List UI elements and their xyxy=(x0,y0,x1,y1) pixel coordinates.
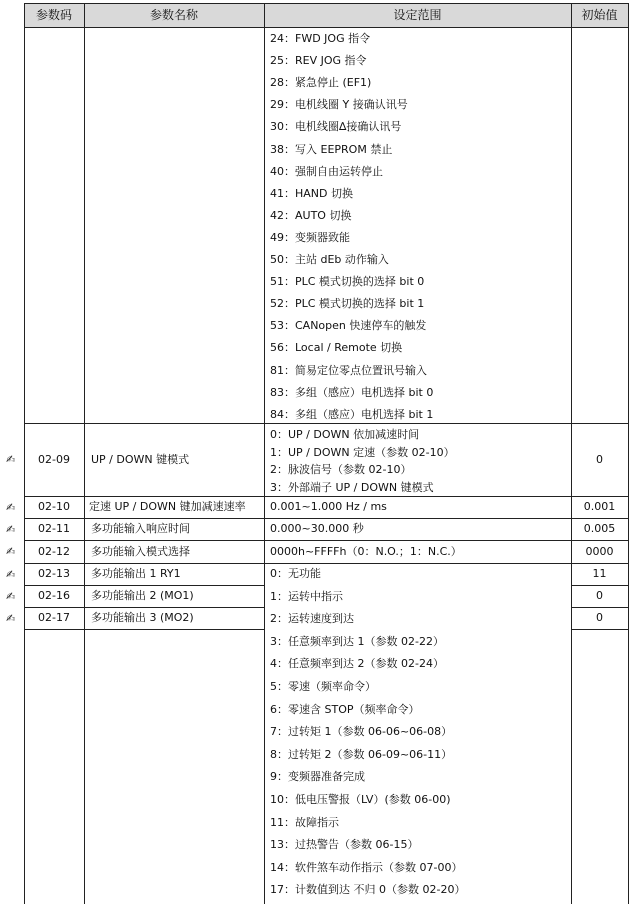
option-item: 28：紧急停止 (EF1) xyxy=(270,76,372,90)
param-default-0210: 0.001 xyxy=(583,500,616,513)
header-range: 设定范围 xyxy=(393,8,442,22)
param-code-0216: 02-16 xyxy=(38,589,70,602)
param-name-0209: UP / DOWN 键模式 xyxy=(91,453,190,466)
option-item: 24：FWD JOG 指令 xyxy=(270,32,371,45)
option-item: 4：任意频率到达 2（参数 02-24） xyxy=(270,657,444,671)
column-border xyxy=(84,3,85,904)
row-divider xyxy=(24,423,629,424)
edit-allowed-icon: ✍ xyxy=(6,568,16,581)
edit-allowed-icon: ✍ xyxy=(6,523,16,536)
row-divider xyxy=(571,585,629,586)
option-item: 0：无功能 xyxy=(270,567,321,580)
option-item: 3：外部端子 UP / DOWN 键模式 xyxy=(270,480,434,494)
option-item: 14：软件煞车动作指示（参数 07-00） xyxy=(270,860,463,874)
edit-allowed-icon: ✍ xyxy=(6,590,16,603)
param-code-0210: 02-10 xyxy=(38,500,70,513)
column-border xyxy=(628,3,629,904)
edit-allowed-icon: ✍ xyxy=(6,545,16,558)
option-item: 11：故障指示 xyxy=(270,815,339,829)
param-default-0212: 0000 xyxy=(585,545,614,558)
header-code: 参数码 xyxy=(35,8,72,22)
option-item: 25：REV JOG 指令 xyxy=(270,54,367,68)
row-divider xyxy=(571,607,629,608)
table-top-border xyxy=(24,3,629,4)
param-code-0213: 02-13 xyxy=(38,567,70,580)
header-default: 初始值 xyxy=(581,8,618,22)
row-divider xyxy=(24,518,629,519)
option-item: 8：过转矩 2（参数 06-09~06-11） xyxy=(270,747,453,761)
option-item: 38：写入 EEPROM 禁止 xyxy=(270,142,393,156)
option-item: 52：PLC 模式切换的选择 bit 1 xyxy=(270,297,425,311)
option-item: 29：电机线圈 Y 接确认讯号 xyxy=(270,98,408,112)
option-item: 0：UP / DOWN 依加减速时间 xyxy=(270,428,420,441)
param-default-0213: 11 xyxy=(592,567,607,580)
param-default-0211: 0.005 xyxy=(583,522,616,535)
param-name-0212: 多功能输入模式选择 xyxy=(91,545,190,558)
row-divider xyxy=(24,629,264,630)
option-item: 51：PLC 模式切换的选择 bit 0 xyxy=(270,275,425,289)
option-item: 5：零速（频率命令） xyxy=(270,680,376,693)
option-item: 83：多组（感应）电机选择 bit 0 xyxy=(270,385,434,399)
header-bottom-border xyxy=(24,27,629,28)
option-item: 2：运转速度到达 xyxy=(270,612,354,626)
option-item: 17：计数值到达 不归 0（参数 02-20） xyxy=(270,883,466,897)
option-item: 6：零速含 STOP（频率命令） xyxy=(270,702,420,716)
param-range-0210: 0.001~1.000 Hz / ms xyxy=(270,500,387,513)
param-code-0217: 02-17 xyxy=(38,611,70,624)
edit-allowed-icon: ✍ xyxy=(6,612,16,625)
param-code-0209: 02-09 xyxy=(38,453,70,466)
option-item: 53：CANopen 快速停车的触发 xyxy=(270,319,427,333)
column-border xyxy=(264,3,265,904)
row-divider xyxy=(24,585,264,586)
edit-allowed-icon: ✍ xyxy=(6,501,16,514)
option-item: 49：变频器致能 xyxy=(270,230,350,244)
row-divider xyxy=(24,540,629,541)
row-divider xyxy=(24,496,629,497)
param-range-0212: 0000h~FFFFh（0：N.O.；1：N.C.） xyxy=(270,545,462,558)
option-item: 42：AUTO 切换 xyxy=(270,208,352,222)
option-item: 30：电机线圈∆接确认讯号 xyxy=(270,120,402,134)
option-item: 1：UP / DOWN 定速（参数 02-10） xyxy=(270,445,455,459)
param-default-0216: 0 xyxy=(596,589,603,602)
edit-allowed-icon: ✍ xyxy=(6,453,16,466)
option-item: 41：HAND 切换 xyxy=(270,186,353,200)
option-item: 56：Local / Remote 切换 xyxy=(270,341,403,355)
param-default-0209: 0 xyxy=(596,453,603,466)
option-item: 50：主站 dEb 动作输入 xyxy=(270,253,389,266)
param-name-0211: 多功能输入响应时间 xyxy=(91,522,190,535)
param-name-0210: 定速 UP / DOWN 键加减速速率 xyxy=(89,500,246,513)
param-name-0213: 多功能输出 1 RY1 xyxy=(91,567,181,580)
option-item: 2：脉波信号（参数 02-10） xyxy=(270,463,412,476)
param-code-0212: 02-12 xyxy=(38,545,70,558)
option-item: 10：低电压警报（LV）(参数 06-00) xyxy=(270,793,451,806)
row-divider xyxy=(571,629,629,630)
row-divider xyxy=(24,563,629,564)
param-name-0216: 多功能输出 2 (MO1) xyxy=(91,589,194,602)
header-name: 参数名称 xyxy=(149,8,198,22)
option-item: 84：多组（感应）电机选择 bit 1 xyxy=(270,407,434,421)
option-item: 3：任意频率到达 1（参数 02-22） xyxy=(270,634,444,648)
param-code-0211: 02-11 xyxy=(38,522,70,535)
param-range-0211: 0.000~30.000 秒 xyxy=(270,522,364,535)
option-item: 1：运转中指示 xyxy=(270,589,343,603)
param-default-0217: 0 xyxy=(596,611,603,624)
option-item: 81：简易定位零点位置讯号输入 xyxy=(270,363,427,377)
option-item: 40：强制自由运转停止 xyxy=(270,164,383,178)
option-item: 9：变频器准备完成 xyxy=(270,770,365,784)
row-divider xyxy=(24,607,264,608)
option-item: 13：过热警告（参数 06-15） xyxy=(270,838,419,852)
param-name-0217: 多功能输出 3 (MO2) xyxy=(91,611,194,624)
option-item: 7：过转矩 1（参数 06-06~06-08） xyxy=(270,725,453,739)
